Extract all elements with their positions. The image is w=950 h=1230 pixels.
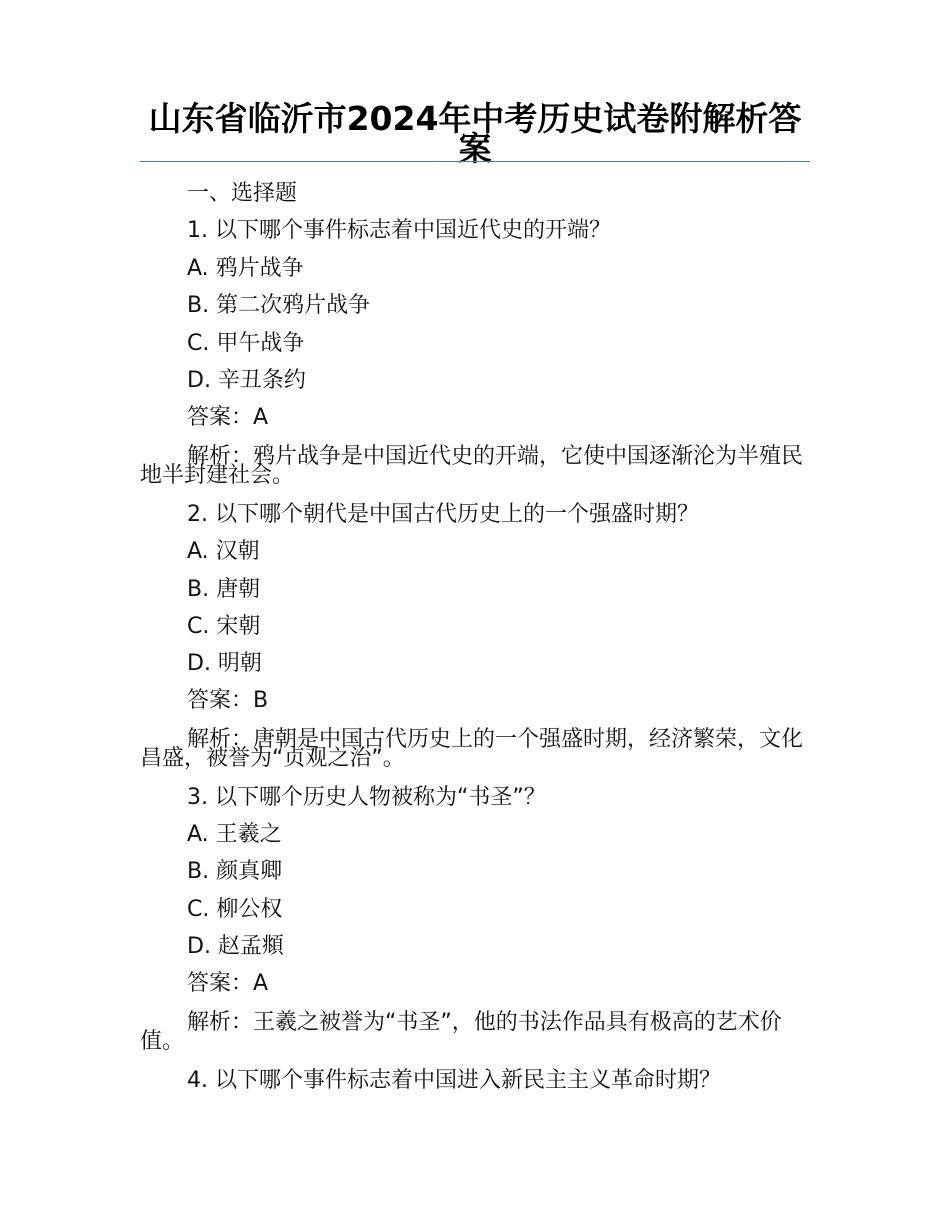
question-2-option-b: B. 唐朝 [187, 577, 261, 602]
title-divider [140, 161, 810, 162]
question-3-option-b: B. 颜真卿 [187, 859, 283, 884]
question-3-option-d: D. 赵孟頫 [187, 934, 284, 959]
question-1-option-b: B. 第二次鸦片战争 [187, 293, 371, 318]
document-title: 山东省临沂市2024年中考历史试卷附解析答案 [148, 99, 802, 168]
question-1-text: 1. 以下哪个事件标志着中国近代史的开端？ [187, 218, 611, 243]
question-3-text: 3. 以下哪个历史人物被称为“书圣”？ [187, 785, 546, 810]
question-2-option-c: C. 宋朝 [187, 614, 261, 639]
question-1-explanation: 解析：鸦片战争是中国近代史的开端，它使中国逐渐沦为半殖民地半封建社会。 [140, 444, 804, 488]
question-1-answer: 答案：A [187, 405, 269, 430]
question-1-option-c: C. 甲午战争 [187, 331, 305, 356]
question-4-text: 4. 以下哪个事件标志着中国进入新民主主义革命时期？ [187, 1068, 721, 1093]
question-3-explanation: 解析：王羲之被誉为“书圣”，他的书法作品具有极高的艺术价值。 [140, 1010, 782, 1054]
question-1-option-d: D. 辛丑条约 [187, 368, 306, 393]
question-1-option-a: A. 鸦片战争 [187, 256, 304, 281]
question-2-answer: 答案：B [187, 688, 269, 713]
question-2-explanation: 解析：唐朝是中国古代历史上的一个强盛时期，经济繁荣，文化昌盛，被誉为“贞观之治”。 [140, 727, 804, 771]
question-3-option-c: C. 柳公权 [187, 897, 283, 922]
question-2-option-d: D. 明朝 [187, 651, 262, 676]
question-2-text: 2. 以下哪个朝代是中国古代历史上的一个强盛时期？ [187, 502, 699, 527]
question-3-option-a: A. 王羲之 [187, 822, 282, 847]
question-3-answer: 答案：A [187, 971, 269, 996]
question-2-option-a: A. 汉朝 [187, 539, 260, 564]
section-heading: 一、选择题 [187, 181, 298, 206]
